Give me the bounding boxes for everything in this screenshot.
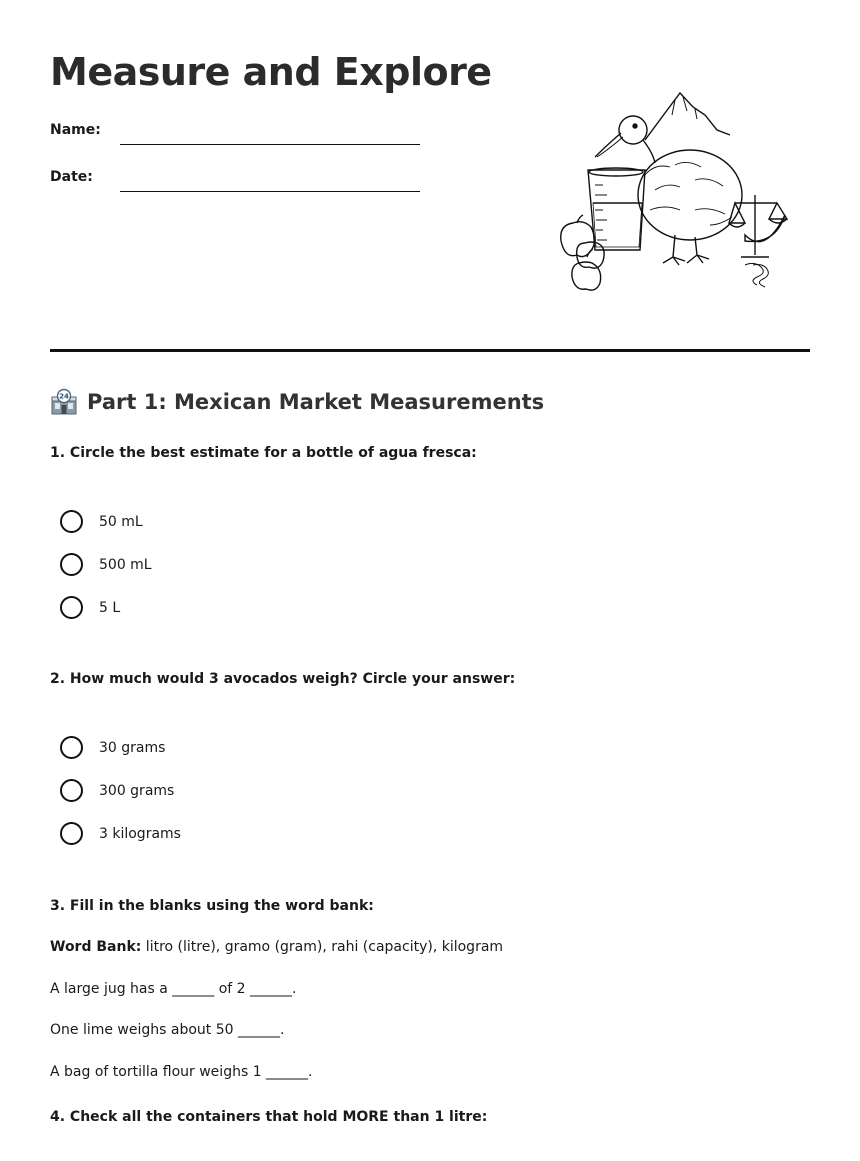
fill-blank-sentence-2[interactable]: One lime weighs about 50 ______. <box>50 1022 285 1038</box>
answer-circle[interactable] <box>60 596 83 619</box>
date-field[interactable] <box>120 191 420 192</box>
store-24h-icon <box>50 388 78 416</box>
answer-circle[interactable] <box>60 510 83 533</box>
fill-blank-sentence-1[interactable]: A large jug has a ______ of 2 ______. <box>50 981 297 997</box>
word-bank-words: litro (litre), gramo (gram), rahi (capacity), kilogram <box>141 939 504 955</box>
part1-heading <box>50 388 544 416</box>
option-label: 300 grams <box>99 782 175 799</box>
question-1-prompt: 1. Circle the best estimate for a bottle of agua fresca: <box>50 445 477 461</box>
svg-text:24: 24 <box>59 392 69 401</box>
option-label: 5 L <box>99 599 121 616</box>
q1-option-3[interactable] <box>60 596 120 619</box>
page-title: Measure and Explore <box>50 50 492 94</box>
q1-option-1[interactable] <box>60 510 143 533</box>
q2-option-3[interactable] <box>60 822 181 845</box>
option-label: 30 grams <box>99 739 166 756</box>
section-divider <box>50 349 810 352</box>
question-4-prompt: 4. Check all the containers that hold MORE than 1 litre: <box>50 1109 488 1125</box>
name-field[interactable] <box>120 144 420 145</box>
answer-circle[interactable] <box>60 822 83 845</box>
q2-option-2[interactable] <box>60 779 174 802</box>
date-label: Date: <box>50 169 93 185</box>
option-label: 500 mL <box>99 556 152 573</box>
question-2-prompt: 2. How much would 3 avocados weigh? Circle your answer: <box>50 671 516 687</box>
answer-circle[interactable] <box>60 553 83 576</box>
option-label: 3 kilograms <box>99 825 181 842</box>
name-label: Name: <box>50 122 101 138</box>
answer-circle[interactable] <box>60 779 83 802</box>
answer-circle[interactable] <box>60 736 83 759</box>
kiwi-measurement-illustration <box>545 85 795 295</box>
word-bank-label: Word Bank: <box>50 939 142 955</box>
option-label: 50 mL <box>99 513 143 530</box>
question-3-prompt: 3. Fill in the blanks using the word bank: <box>50 898 374 914</box>
word-bank <box>50 939 503 955</box>
fill-blank-sentence-3[interactable]: A bag of tortilla flour weighs 1 ______. <box>50 1064 313 1080</box>
part1-heading-text: Part 1: Mexican Market Measurements <box>87 390 545 414</box>
q1-option-2[interactable] <box>60 553 152 576</box>
q2-option-1[interactable] <box>60 736 165 759</box>
